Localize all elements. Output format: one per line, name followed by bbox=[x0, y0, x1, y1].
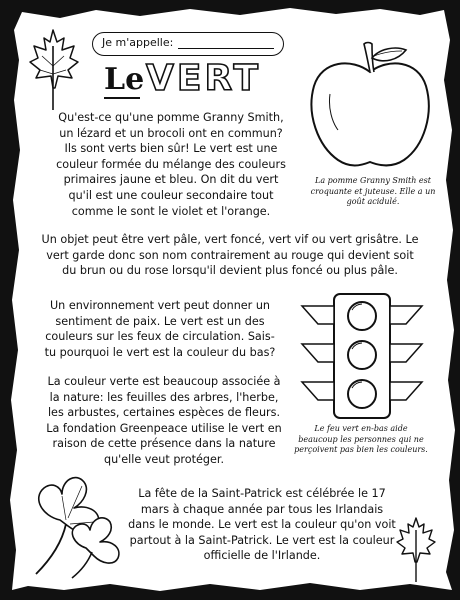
name-label: Je m'appelle: bbox=[102, 36, 174, 49]
title-underline bbox=[104, 97, 140, 99]
traffic-light-icon bbox=[296, 292, 428, 420]
paragraph-nature: La couleur verte est beaucoup associée à la nature: les feuilles des arbres, l'herbe, les arbustes, certaines espèces de fleurs. La fondation Greenpeace utilise le vert en raison de cette présence dans la nature qu'elle veut protéger. bbox=[46, 375, 282, 466]
paragraph-peace: Un environnement vert peut donner un sentiment de paix. Le vert est un des couleurs sur les feux de circulation. Sais-tu pourquoi le vert est la couleur du bas? bbox=[44, 299, 276, 359]
paragraph-shades: Un objet peut être vert pâle, vert foncé, vert vif ou vert grisâtre. Le vert garde donc son nom contrairement au rouge qui devient soit du brun ou du rose lorsqu'il devient plus foncé ou plus pâle. bbox=[41, 233, 419, 278]
apple-icon bbox=[300, 38, 440, 174]
traffic-light-caption: Le feu vert en-bas aide beaucoup les personnes qui ne perçoivent pas bien les couleurs. bbox=[294, 424, 428, 454]
paragraph-intro: Qu'est-ce qu'une pomme Granny Smith, un lézard et un brocoli ont en commun? Ils sont verts bien sûr! Le vert est une couleur formée du mélange des couleurs primaires jaune et bleu. On dit du vert qu'il est une couleur secondaire tout comme le sont le violet et l'orange. bbox=[56, 111, 286, 218]
maple-leaf-icon bbox=[394, 514, 438, 584]
name-write-line bbox=[178, 48, 274, 49]
shamrock-icon bbox=[22, 462, 128, 582]
title-prefix: Le bbox=[104, 62, 145, 97]
apple-caption: La pomme Granny Smith est croquante et juteuse. Elle a un goût acidulé. bbox=[310, 176, 436, 206]
page-title: VERT bbox=[146, 58, 262, 99]
maple-leaf-icon bbox=[24, 26, 82, 112]
paragraph-saint-patrick: La fête de la Saint-Patrick est célébrée le 17 mars à chaque année par tous les Irlandais dans le monde. Le vert est la couleur qu'on voit partout à la Saint-Patrick. Le vert est la couleur officielle de l'Irlande. bbox=[128, 487, 396, 563]
